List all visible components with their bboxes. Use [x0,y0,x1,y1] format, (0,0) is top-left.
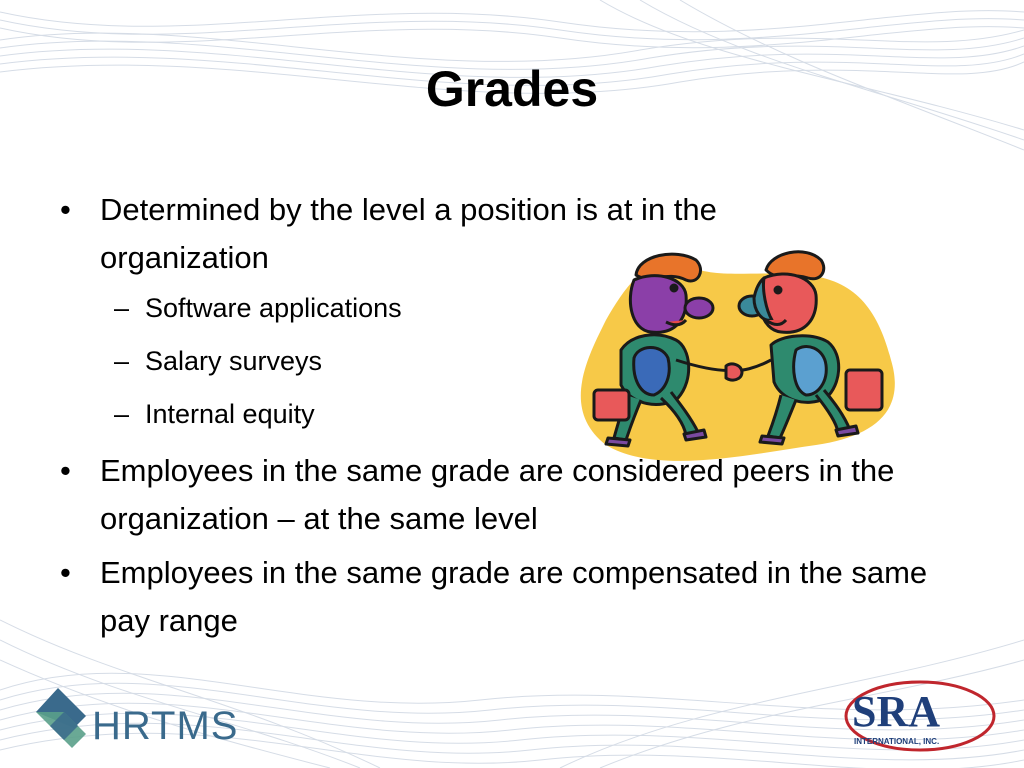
bullet-text: Determined by the level a position is at in the organization [100,192,717,275]
bullet-marker: • [60,453,71,488]
hrtms-logo-text: HRTMS [92,704,239,748]
dash-marker: – [114,346,130,376]
sra-logo-subtext: INTERNATIONAL, INC. [854,737,940,746]
bullet-marker: • [60,192,71,227]
sub-bullet-text: Software applications [145,293,402,323]
slide-title: Grades [425,61,599,117]
bullet-text: Employees in the same grade are compensated in the same pay range [100,555,928,638]
dash-marker: – [114,293,130,323]
bullet-marker: • [60,555,71,590]
handshake-clipart [566,240,906,465]
dash-marker: – [114,399,130,429]
bullet-item [60,549,980,645]
sra-logo-icon [840,676,1000,758]
sub-bullet-text: Internal equity [145,399,315,429]
sra-logo-text: SRA [852,687,941,736]
bullet-text: Employees in the same grade are considered peers in the organization – at the same level [100,453,895,536]
sub-bullet-text: Salary surveys [145,346,323,376]
